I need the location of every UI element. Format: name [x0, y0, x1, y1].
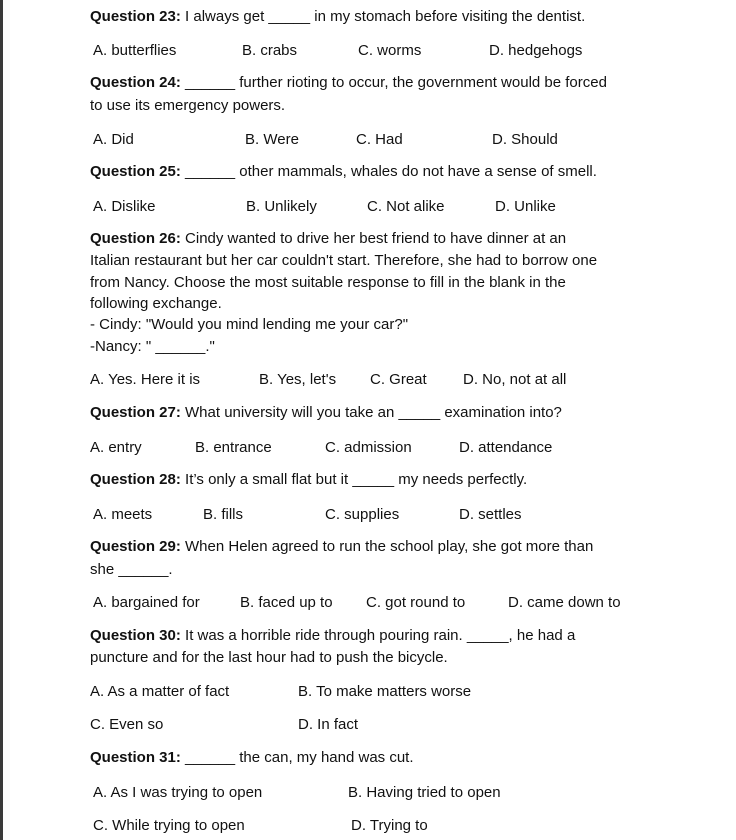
question-29-option-b: B. faced up to	[240, 594, 333, 611]
question-24-option-b: B. Were	[245, 131, 299, 148]
question-28-text: It’s only a small flat but it _____ my needs perfectly.	[180, 471, 528, 488]
question-28-option-a: A. meets	[93, 506, 153, 523]
question-25-option-c: C. Not alike	[367, 198, 445, 215]
question-27-option-b: B. entrance	[195, 439, 272, 456]
question-23-option-c: C. worms	[358, 42, 422, 59]
question-25-stem	[90, 162, 597, 182]
question-27-stem	[90, 403, 562, 423]
question-24-text-line-1: ______ further rioting to occur, the government would be forced	[180, 74, 607, 91]
question-23-stem	[90, 7, 585, 27]
question-25-label: Question 25:	[90, 163, 181, 180]
question-24-label: Question 24:	[90, 74, 181, 91]
question-25-option-d: D. Unlike	[495, 198, 556, 215]
question-26-stem	[90, 229, 566, 249]
question-28-stem	[90, 470, 527, 490]
question-26-option-a: A. Yes. Here it is	[90, 371, 201, 388]
question-26-option-c: C. Great	[370, 371, 427, 388]
question-29-option-c: C. got round to	[366, 594, 466, 611]
question-26-option-d: D. No, not at all	[463, 371, 567, 388]
question-27-option-d: D. attendance	[459, 439, 553, 456]
question-28-option-b: B. fills	[203, 506, 244, 523]
question-23-label: Question 23:	[90, 8, 181, 25]
question-30-stem	[90, 626, 575, 646]
question-28-option-d: D. settles	[459, 506, 522, 523]
question-24-text-line-2: to use its emergency powers.	[90, 97, 286, 114]
question-26-text-line-2: Italian restaurant but her car couldn't start. Therefore, she had to borrow one	[90, 252, 598, 269]
question-29-option-d: D. came down to	[508, 594, 621, 611]
question-23-option-d: D. hedgehogs	[489, 42, 583, 59]
question-31-option-d: D. Trying to	[351, 817, 428, 834]
question-26-dialogue-nancy: -Nancy: " ______."	[90, 338, 215, 355]
question-25-text: ______ other mammals, whales do not have a sense of smell.	[180, 163, 597, 180]
question-26-option-b: B. Yes, let's	[259, 371, 337, 388]
question-26-text-line-4: following exchange.	[90, 295, 222, 312]
question-26-text-line-1: Cindy wanted to drive her best friend to have dinner at an	[180, 230, 567, 247]
question-26-dialogue-cindy: - Cindy: "Would you mind lending me your car?"	[90, 316, 409, 333]
question-31-option-b: B. Having tried to open	[348, 784, 501, 801]
question-24-stem	[90, 73, 607, 93]
question-30-option-c: C. Even so	[90, 716, 164, 733]
question-24-option-a: A. Did	[93, 131, 134, 148]
question-29-stem	[90, 537, 593, 557]
question-29-text-line-2: she ______.	[90, 561, 173, 578]
question-29-option-a: A. bargained for	[93, 594, 200, 611]
question-26-label: Question 26:	[90, 230, 181, 247]
question-31-text: ______ the can, my hand was cut.	[180, 749, 414, 766]
question-27-label: Question 27:	[90, 404, 181, 421]
question-30-option-a: A. As a matter of fact	[90, 683, 230, 700]
question-27-option-c: C. admission	[325, 439, 412, 456]
question-25-option-a: A. Dislike	[93, 198, 156, 215]
question-23-text: I always get _____ in my stomach before visiting the dentist.	[180, 8, 586, 25]
question-28-option-c: C. supplies	[325, 506, 400, 523]
question-30-label: Question 30:	[90, 627, 181, 644]
question-31-option-c: C. While trying to open	[93, 817, 245, 834]
question-27-option-a: A. entry	[90, 439, 142, 456]
question-29-label: Question 29:	[90, 538, 181, 555]
question-26-text-line-3: from Nancy. Choose the most suitable response to fill in the blank in the	[90, 274, 566, 291]
question-30-option-d: D. In fact	[298, 716, 359, 733]
question-30-text-line-1: It was a horrible ride through pouring rain. _____, he had a	[180, 627, 576, 644]
question-27-text: What university will you take an _____ examination into?	[180, 404, 562, 421]
question-29-text-line-1: When Helen agreed to run the school play, she got more than	[180, 538, 594, 555]
question-30-text-line-2: puncture and for the last hour had to push the bicycle.	[90, 649, 448, 666]
question-31-label: Question 31:	[90, 749, 181, 766]
question-23-option-b: B. crabs	[242, 42, 298, 59]
question-30-option-b: B. To make matters worse	[298, 683, 472, 700]
question-25-option-b: B. Unlikely	[246, 198, 317, 215]
page-left-border	[0, 0, 3, 840]
question-24-option-c: C. Had	[356, 131, 403, 148]
question-31-stem	[90, 748, 414, 768]
question-23-option-a: A. butterflies	[93, 42, 177, 59]
question-31-option-a: A. As I was trying to open	[93, 784, 263, 801]
question-28-label: Question 28:	[90, 471, 181, 488]
question-24-option-d: D. Should	[492, 131, 558, 148]
